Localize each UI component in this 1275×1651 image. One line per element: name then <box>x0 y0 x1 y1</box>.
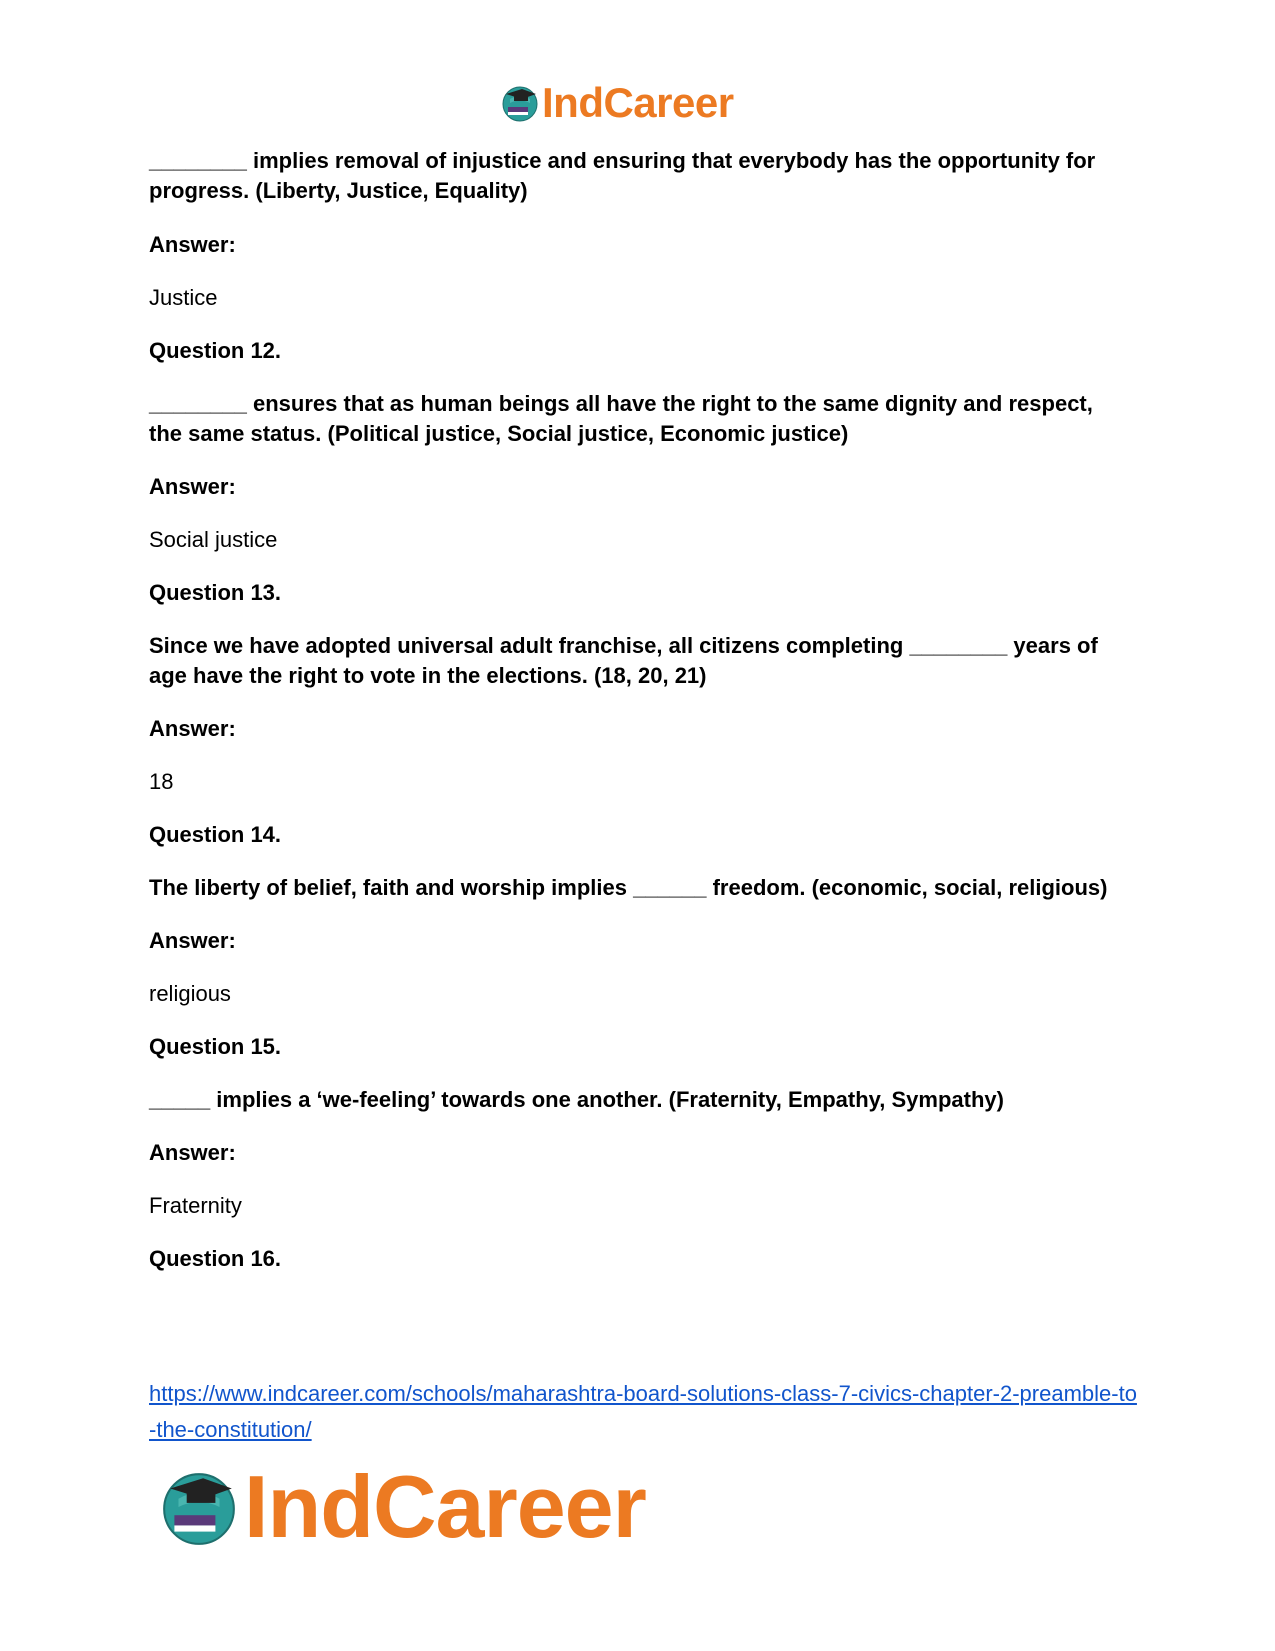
answer-text: 18 <box>149 769 174 794</box>
question-text: Since we have adopted universal adult franchise, all citizens completing ________ years of age have the right to vote in the elections. (18, 20, 21) <box>149 633 1098 688</box>
graduation-globe-icon <box>500 83 540 123</box>
question-number: Question 14. <box>149 822 282 847</box>
logo-wordmark: IndCareer <box>244 1457 646 1556</box>
question-number: Question 13. <box>149 580 282 605</box>
question-number: Question 15. <box>149 1034 282 1059</box>
question-number: Question 16. <box>149 1246 282 1271</box>
answer-text: religious <box>149 981 231 1006</box>
logo-wordmark: IndCareer <box>542 79 734 126</box>
answer-label: Answer: <box>149 1140 236 1165</box>
qa-content <box>149 146 1129 1274</box>
footer-logo <box>158 1457 646 1556</box>
question-text: ________ ensures that as human beings all have the right to the same dignity and respect, the same status. (Political justice, Social justice, Economic justice) <box>149 391 1093 446</box>
question-text: _____ implies a ‘we-feeling’ towards one another. (Fraternity, Empathy, Sympathy) <box>149 1087 1004 1112</box>
source-link[interactable]: https://www.indcareer.com/schools/maharashtra-board-solutions-class-7-civics-chapter-2-preamble-to-the-constitution/ <box>149 1381 1137 1442</box>
answer-label: Answer: <box>149 232 236 257</box>
question-text: ________ implies removal of injustice and ensuring that everybody has the opportunity for progress. (Liberty, Justice, Equality) <box>149 148 1096 203</box>
graduation-globe-icon <box>158 1466 240 1548</box>
question-text: The liberty of belief, faith and worship implies ______ freedom. (economic, social, religious) <box>149 875 1108 900</box>
answer-label: Answer: <box>149 716 236 741</box>
answer-text: Social justice <box>149 527 278 552</box>
header-logo <box>500 80 734 126</box>
answer-text: Fraternity <box>149 1193 242 1218</box>
answer-label: Answer: <box>149 928 236 953</box>
question-number: Question 12. <box>149 338 282 363</box>
answer-label: Answer: <box>149 474 236 499</box>
answer-text: Justice <box>149 285 218 310</box>
